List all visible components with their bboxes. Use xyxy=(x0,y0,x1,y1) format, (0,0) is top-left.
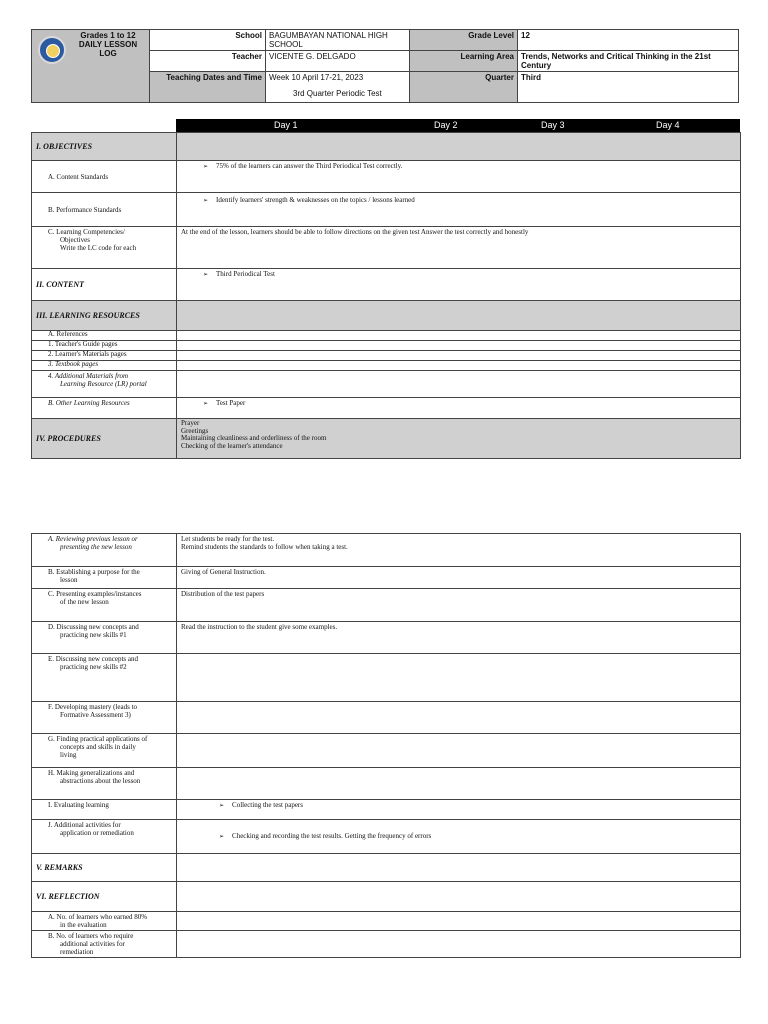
content-standards-label: A. Content Standards xyxy=(32,161,177,193)
remarks-value xyxy=(177,854,741,882)
evaluating-learning-label: I. Evaluating learning xyxy=(32,800,177,820)
performance-standards-value: ➢ Identify learners' strength & weaknesses on the topics / lessons learned xyxy=(177,193,741,227)
learners-80-percent-label: A. No. of learners who earned 80% in the evaluation xyxy=(32,912,177,931)
grade-level-value: 12 xyxy=(518,30,739,51)
textbook-pages-value xyxy=(177,361,741,371)
grade-level-label: Grade Level xyxy=(410,30,518,51)
learning-area-label: Learning Area xyxy=(410,51,518,72)
references-value xyxy=(177,331,741,341)
other-resources-value: ➢ Test Paper xyxy=(177,398,741,419)
content-standards-value: ➢ 75% of the learners can answer the Third Periodical Test correctly. xyxy=(177,161,741,193)
quarter-value: Third xyxy=(518,72,739,103)
teaching-dates-label: Teaching Dates and Time xyxy=(150,72,266,103)
teachers-guide-value xyxy=(177,341,741,351)
additional-activities-label: J. Additional activities for application or remediation xyxy=(32,820,177,854)
header-logo-cell xyxy=(32,30,150,103)
header-table xyxy=(31,29,739,103)
reviewing-lesson-value: Let students be ready for the test. Remind students the standards to follow when taking a test. xyxy=(177,534,741,567)
lesson-table-part1 xyxy=(31,132,741,459)
learning-resources-gray-cell xyxy=(177,301,741,331)
developing-mastery-value xyxy=(177,702,741,734)
content-value: ➢ Third Periodical Test xyxy=(177,269,741,301)
references-label: A. References xyxy=(32,331,177,341)
learners-80-percent-value xyxy=(177,912,741,931)
developing-mastery-label: F. Developing mastery (leads to Formative Assessment 3) xyxy=(32,702,177,734)
lesson-table-part2 xyxy=(31,533,741,958)
content-heading: II. CONTENT xyxy=(32,269,177,301)
day-header-bar xyxy=(176,119,740,132)
dll-title: Grades 1 to 12 DAILY LESSON LOG xyxy=(78,31,138,58)
discussing-skills-1-value: Read the instruction to the student give some examples. xyxy=(177,622,741,654)
learners-remediation-value xyxy=(177,931,741,958)
additional-materials-value xyxy=(177,371,741,398)
learning-competencies-label: C. Learning Competencies/ Objectives Write the LC code for each xyxy=(32,227,177,269)
learning-area-value: Trends, Networks and Critical Thinking in the 21st Century xyxy=(518,51,739,72)
discussing-skills-1-label: D. Discussing new concepts and practicing new skills #1 xyxy=(32,622,177,654)
teaching-dates-value: Week 10 April 17-21, 2023 3rd Quarter Periodic Test xyxy=(266,72,410,103)
generalizations-label: H. Making generalizations and abstractions about the lesson xyxy=(32,768,177,800)
day-4-header: Day 4 xyxy=(656,120,680,130)
learners-remediation-label: B. No. of learners who require additional activities for remediation xyxy=(32,931,177,958)
day-1-header: Day 1 xyxy=(274,120,298,130)
day-2-header: Day 2 xyxy=(434,120,458,130)
procedures-value: Prayer Greetings Maintaining cleanliness and orderliness of the room Checking of the learner's attendance xyxy=(177,419,741,459)
other-resources-label: B. Other Learning Resources xyxy=(32,398,177,419)
discussing-skills-2-value xyxy=(177,654,741,702)
procedures-heading: IV. PROCEDURES xyxy=(32,419,177,459)
performance-standards-label: B. Performance Standards xyxy=(32,193,177,227)
additional-materials-label: 4. Additional Materials from Learning Resource (LR) portal xyxy=(32,371,177,398)
school-label: School xyxy=(150,30,266,51)
reflection-heading: VI. REFLECTION xyxy=(32,882,177,912)
teacher-label: Teacher xyxy=(150,51,266,72)
teacher-value: VICENTE G. DELGADO xyxy=(266,51,410,72)
learning-competencies-value: At the end of the lesson, learners should be able to follow directions on the given test Answer the test correctly and honestly xyxy=(177,227,741,269)
additional-activities-value: ➢ Checking and recording the test results. Getting the frequency of errors xyxy=(177,820,741,854)
remarks-heading: V. REMARKS xyxy=(32,854,177,882)
deped-seal-icon xyxy=(38,36,66,64)
school-value: BAGUMBAYAN NATIONAL HIGH SCHOOL xyxy=(266,30,410,51)
objectives-heading: I. OBJECTIVES xyxy=(32,133,177,161)
objectives-gray-cell xyxy=(177,133,741,161)
learning-resources-heading: III. LEARNING RESOURCES xyxy=(32,301,177,331)
learners-materials-label: 2. Learner's Materials pages xyxy=(32,351,177,361)
learners-materials-value xyxy=(177,351,741,361)
day-3-header: Day 3 xyxy=(541,120,565,130)
practical-applications-value xyxy=(177,734,741,768)
establishing-purpose-label: B. Establishing a purpose for the lesson xyxy=(32,567,177,589)
teachers-guide-label: 1. Teacher's Guide pages xyxy=(32,341,177,351)
presenting-examples-value: Distribution of the test papers xyxy=(177,589,741,622)
reflection-value xyxy=(177,882,741,912)
quarter-label: Quarter xyxy=(410,72,518,103)
evaluating-learning-value: ➢ Collecting the test papers xyxy=(177,800,741,820)
presenting-examples-label: C. Presenting examples/instances of the new lesson xyxy=(32,589,177,622)
practical-applications-label: G. Finding practical applications of concepts and skills in daily living xyxy=(32,734,177,768)
discussing-skills-2-label: E. Discussing new concepts and practicing new skills #2 xyxy=(32,654,177,702)
generalizations-value xyxy=(177,768,741,800)
reviewing-lesson-label: A. Reviewing previous lesson or presenting the new lesson xyxy=(32,534,177,567)
textbook-pages-label: 3. Textbook pages xyxy=(32,361,177,371)
establishing-purpose-value: Giving of General Instruction. xyxy=(177,567,741,589)
